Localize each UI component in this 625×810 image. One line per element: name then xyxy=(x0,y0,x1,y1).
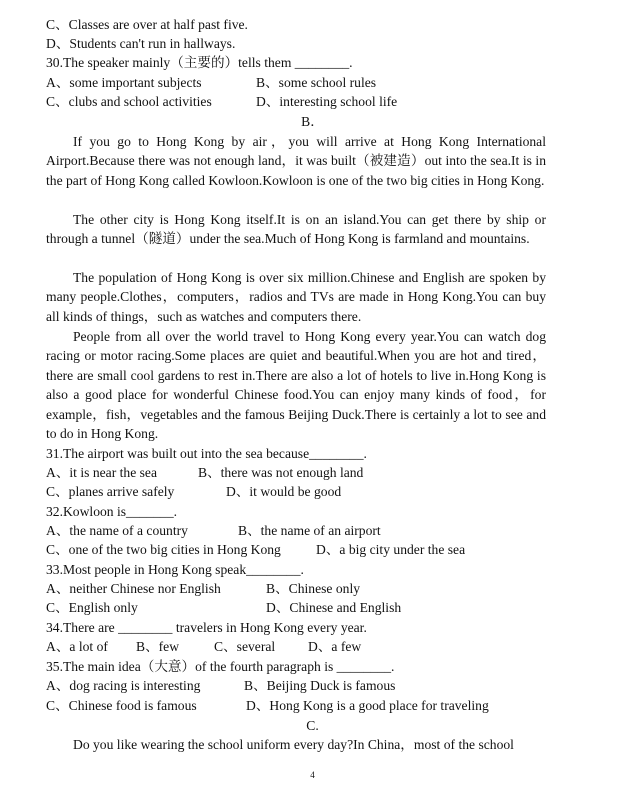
passage-b-paragraph-3 xyxy=(46,268,546,326)
q33-option-b: B、Chinese only xyxy=(266,581,361,596)
q35-option-a: A、dog racing is interesting xyxy=(46,678,201,693)
q32-option-d: D、a big city under the sea xyxy=(316,542,466,557)
paragraph-text: People from all over the world travel to Hong Kong every year.You can watch dog racing or motor racing.Some places are quiet and beautiful.When you are hot and tired，there are small cool gardens to rest in.There are also a lot of hotels to live in.Hong Kong is also a good place for wonderful Chinese food.You can enjoy many kinds of food，for example，fish，vegetables and the famous Beijing Duck.There is certainly a lot to see and to do in Hong Kong. xyxy=(46,329,546,442)
q32-option-c: C、one of the two big cities in Hong Kong xyxy=(46,542,281,557)
q34-option-d: D、a few xyxy=(308,639,362,654)
section-c-heading: C. xyxy=(306,718,319,733)
passage-b-paragraph-4 xyxy=(46,327,546,443)
passage-b-paragraph-2 xyxy=(46,210,546,249)
q33-option-c: C、English only xyxy=(46,600,138,615)
q31-stem: 31.The airport was built out into the sea because________. xyxy=(46,446,367,461)
q30-option-a: A、some important subjects xyxy=(46,75,202,90)
page-number: 4 xyxy=(310,770,315,780)
paragraph-text: If you go to Hong Kong by air，you will arrive at Hong Kong International Airport.Because there was not enough land，it was built（被建造）out into the sea.It is in the part of Hong Kong called Kowloon.Kowloon is one of the two big cities in Hong Kong. xyxy=(46,134,546,188)
q30-option-d: D、interesting school life xyxy=(256,94,398,109)
q32-option-b: B、the name of an airport xyxy=(238,523,381,538)
q34-option-c: C、several xyxy=(214,639,276,654)
q30-stem: 30.The speaker mainly（主要的）tells them ________. xyxy=(46,55,353,70)
q31-option-d: D、it would be good xyxy=(226,484,342,499)
q31-option-c: C、planes arrive safely xyxy=(46,484,175,499)
q35-option-d: D、Hong Kong is a good place for traveling xyxy=(246,698,489,713)
q31-option-b: B、there was not enough land xyxy=(198,465,364,480)
passage-c-first-line: Do you like wearing the school uniform every day?In China，most of the school xyxy=(73,737,514,752)
section-b-heading: B． xyxy=(301,114,324,129)
q34-option-a: A、a lot of xyxy=(46,639,108,654)
q34-option-b: B、few xyxy=(136,639,180,654)
q32-stem: 32.Kowloon is_______. xyxy=(46,504,178,519)
q34-stem: 34.There are ________ travelers in Hong Kong every year. xyxy=(46,620,367,635)
q30-option-c: C、clubs and school activities xyxy=(46,94,212,109)
q33-stem: 33.Most people in Hong Kong speak________. xyxy=(46,562,304,577)
q33-option-a: A、neither Chinese nor English xyxy=(46,581,221,596)
q35-option-b: B、Beijing Duck is famous xyxy=(244,678,396,693)
q30-option-b: B、some school rules xyxy=(256,75,377,90)
q29-option-c: C、Classes are over at half past five. xyxy=(46,17,248,32)
q31-option-a: A、it is near the sea xyxy=(46,465,157,480)
q32-option-a: A、the name of a country xyxy=(46,523,188,538)
q35-option-c: C、Chinese food is famous xyxy=(46,698,197,713)
passage-b-paragraph-1 xyxy=(46,132,546,190)
q33-option-d: D、Chinese and English xyxy=(266,600,402,615)
paragraph-text: The population of Hong Kong is over six million.Chinese and English are spoken by many people.Clothes，computers，radios and TVs are made in Hong Kong.You can buy all kinds of things，such as watches and computers there. xyxy=(46,270,546,324)
q35-stem: 35.The main idea（大意）of the fourth paragraph is ________. xyxy=(46,659,395,674)
paragraph-text: The other city is Hong Kong itself.It is on an island.You can get there by ship or through a tunnel（隧道）under the sea.Much of Hong Kong is farmland and mountains. xyxy=(46,212,546,247)
q29-option-d: D、Students can't run in hallways. xyxy=(46,36,236,51)
